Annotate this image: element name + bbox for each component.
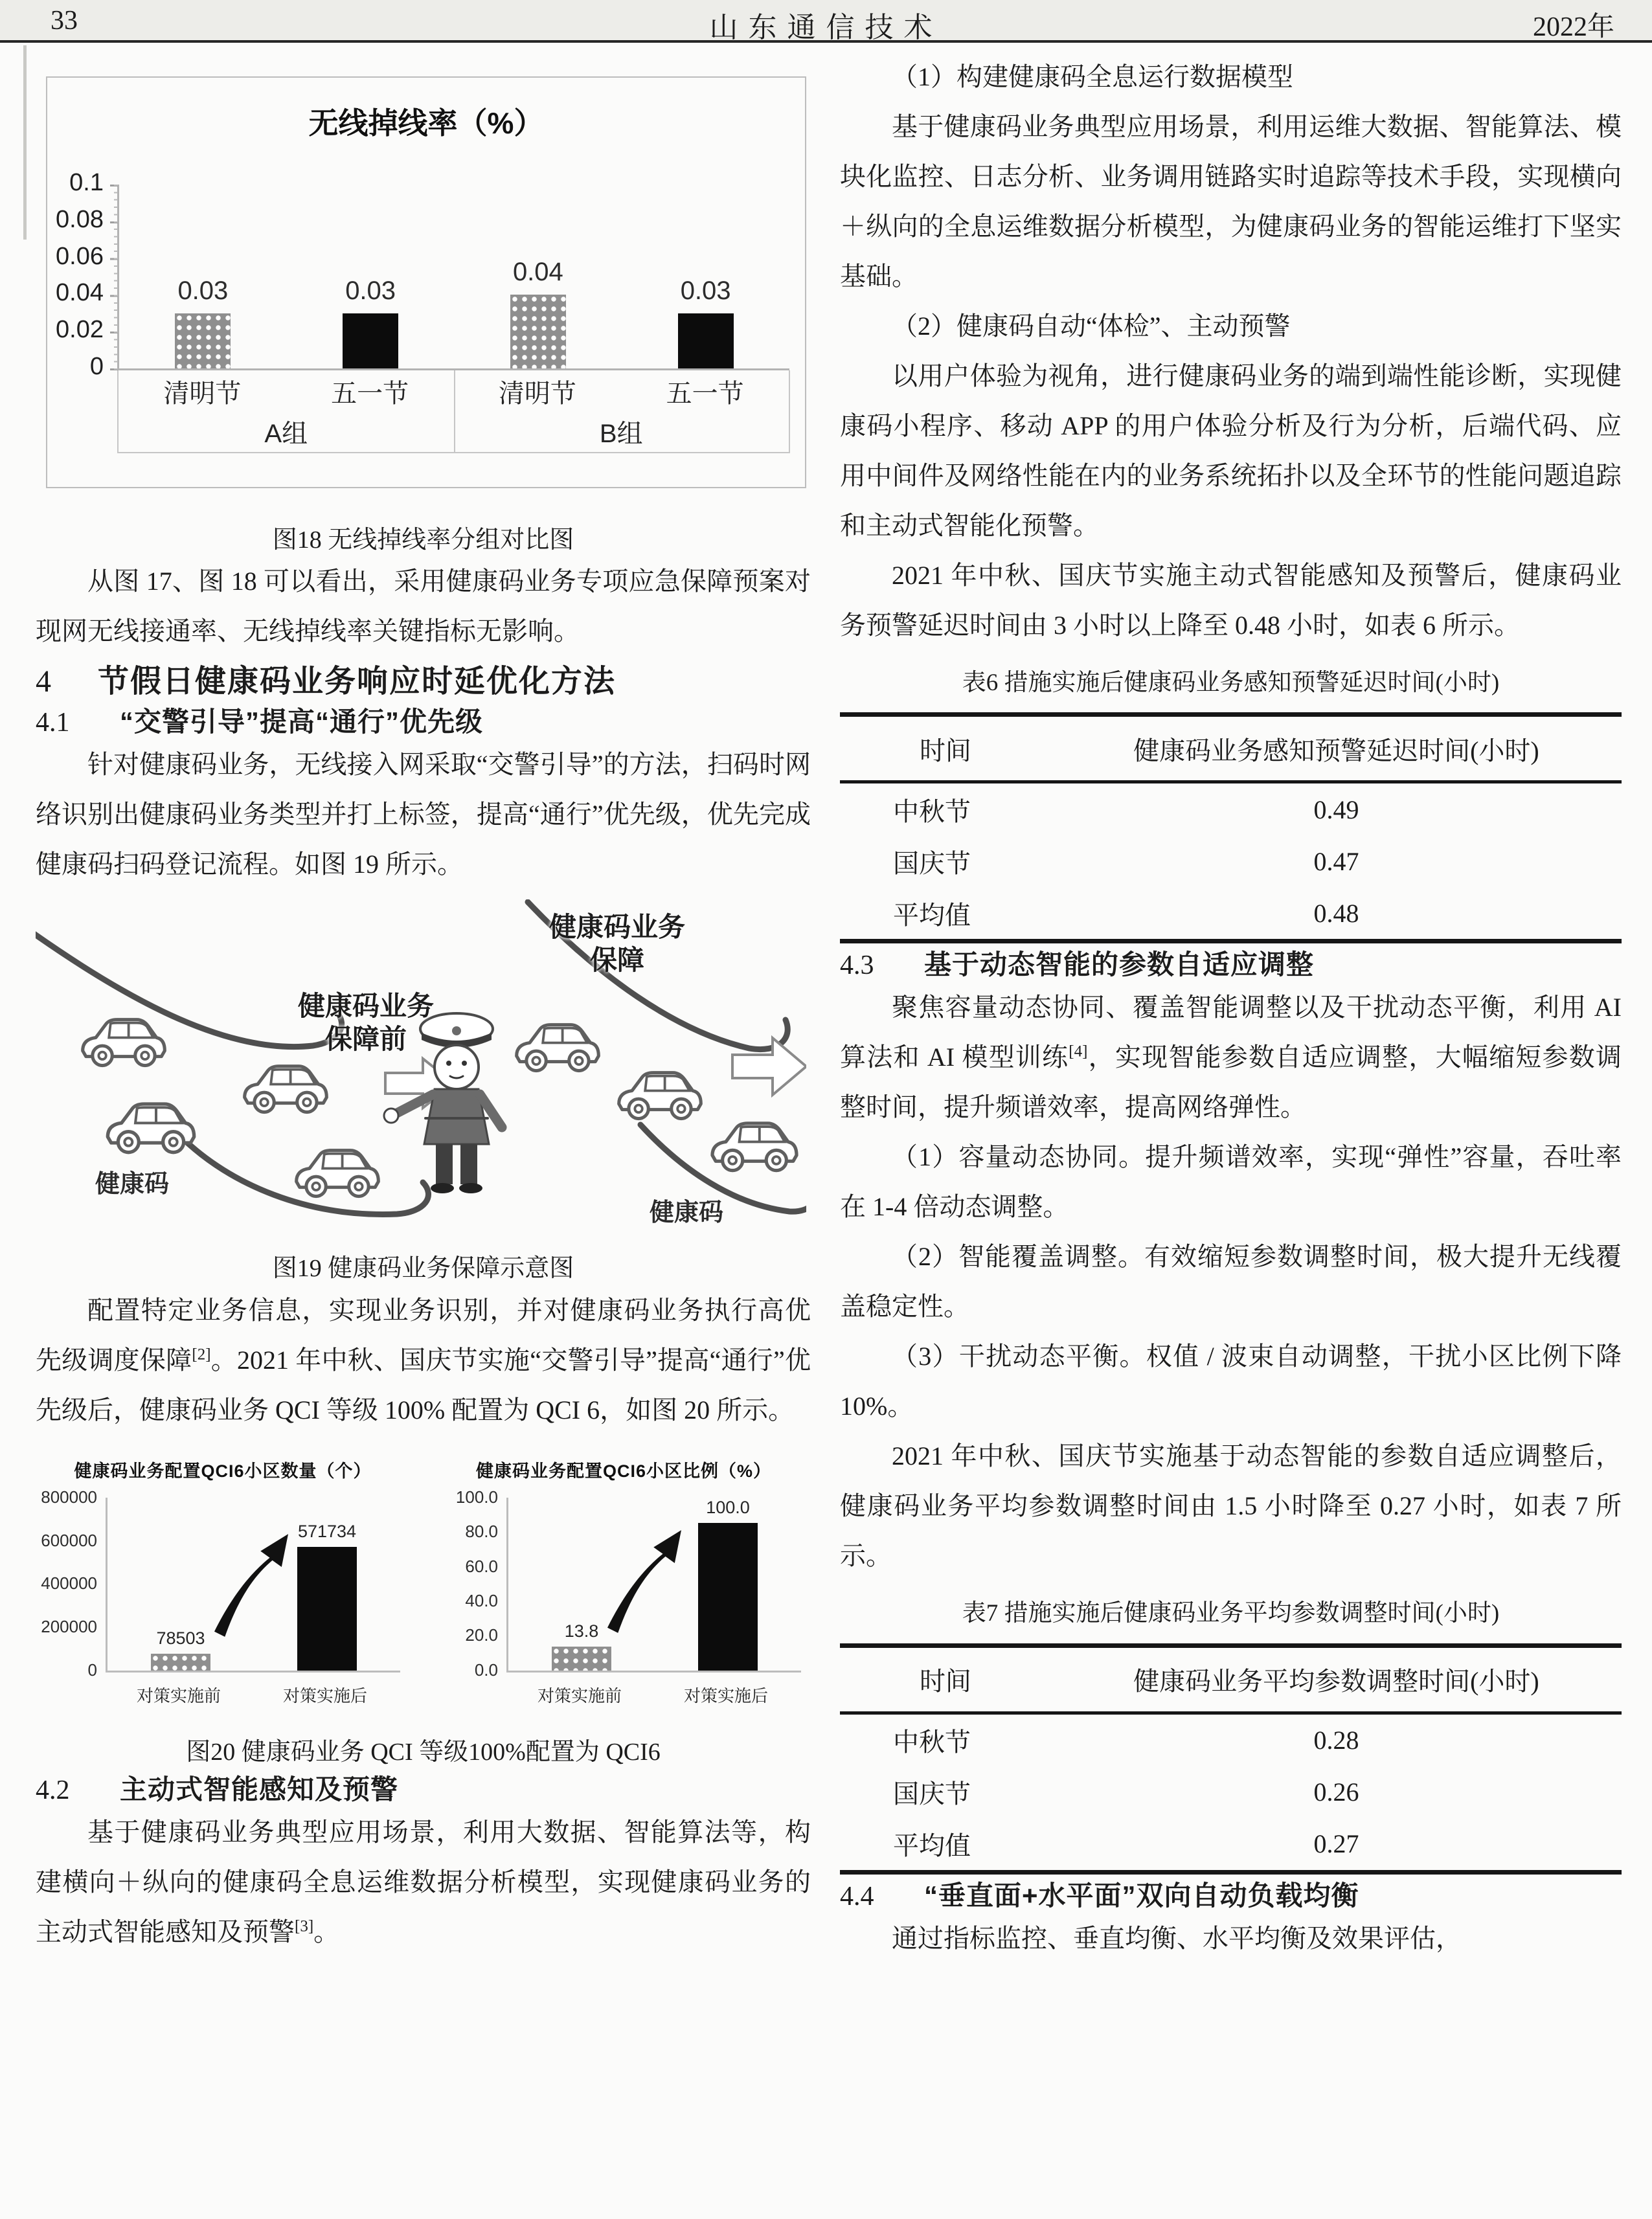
citation-ref: [3] (295, 1917, 314, 1935)
y-tick-label: 0 (89, 353, 104, 380)
y-tick-label: 0.0 (474, 1660, 498, 1680)
group-label: A组 (264, 419, 308, 448)
section-heading-4-1 (36, 701, 811, 739)
diagram-tag-healthcode-right: 健康码 (650, 1199, 724, 1227)
y-tick-label: 60.0 (465, 1556, 498, 1576)
x-category-label: 五一节 (666, 379, 744, 408)
section-title: “交警引导”提高“通行”优先级 (120, 706, 484, 738)
bar-slot (287, 185, 455, 368)
figure18-caption: 图18 无线掉线率分组对比图 (272, 526, 574, 554)
table-cell: 中秋节 (893, 796, 971, 826)
x-category-label: 对策实施前 (537, 1685, 622, 1706)
x-category-label: 清明节 (163, 379, 242, 408)
car-icon (107, 1104, 194, 1153)
car-icon (619, 1073, 701, 1119)
bar (510, 295, 566, 368)
section-title: 基于动态智能的参数自适应调整 (924, 949, 1315, 980)
figure20-left-chart (36, 1452, 410, 1724)
growth-arrow-icon (604, 1527, 685, 1636)
figure19-caption: 图19 健康码业务保障示意图 (272, 1255, 574, 1283)
paragraph (36, 1807, 811, 1957)
list-item: （3）干扰动态平衡。权值 / 波束自动调整，干扰小区比例下降 10%。 (840, 1342, 1622, 1421)
figure20-caption: 图20 健康码业务 QCI 等级100%配置为 QCI6 (186, 1738, 661, 1766)
chart-title: 无线掉线率（%） (308, 106, 544, 140)
citation-ref: [2] (192, 1346, 211, 1364)
table6 (840, 712, 1622, 943)
y-tick-label: 80.0 (465, 1522, 498, 1542)
growth-arrow-icon (211, 1531, 291, 1640)
y-tick-label: 40.0 (465, 1590, 498, 1610)
right-column (840, 52, 1622, 1963)
table7-caption: 表7 措施实施后健康码业务平均参数调整时间(小时) (962, 1600, 1500, 1627)
table6-caption: 表6 措施实施后健康码业务感知预警延迟时间(小时) (962, 670, 1500, 696)
y-tick-label: 800000 (41, 1487, 97, 1507)
x-category-label: 清明节 (498, 379, 576, 408)
paragraph: 以用户体验为视角，进行健康码业务的端到端性能诊断，实现健康码小程序、移动 APP 的用户体验分析及行为分析，后端代码、应用中间件及网络性能在内的业务系统拓扑以及全环节的性能问题追踪和主动式智能化预警。 (840, 361, 1622, 540)
car-icon (517, 1025, 599, 1071)
table-header-row (840, 715, 1622, 782)
bar-slot (297, 1498, 357, 1671)
y-tick-label: 0.08 (56, 205, 104, 233)
diagram-label-line: 健康码业务 (297, 991, 434, 1022)
journal-title: 山东通信技术 (709, 12, 943, 43)
y-tick-label: 200000 (41, 1617, 97, 1637)
chart-title: 健康码业务配置QCI6小区比例（%） (475, 1461, 772, 1481)
car-icon (83, 1020, 165, 1066)
bar (678, 313, 734, 368)
bar-slot (119, 185, 287, 368)
bar-value-label: 571734 (297, 1521, 357, 1541)
bar-value-label: 13.8 (564, 1621, 599, 1641)
paragraph: 2021 年中秋、国庆节实施主动式智能感知及预警后，健康码业务预警延迟时间由 3 小时以上降至 0.48 小时，如表 6 所示。 (840, 561, 1622, 640)
y-tick-label: 600000 (41, 1530, 97, 1550)
x-category-label: 对策实施前 (136, 1685, 221, 1706)
table-header-cell: 时间 (840, 715, 1051, 782)
table-cell: 平均值 (893, 900, 971, 930)
diagram-label-line: 保障前 (324, 1023, 407, 1054)
bar-value-label: 100.0 (706, 1497, 750, 1517)
group-label: B组 (599, 419, 643, 448)
table-cell: 0.49 (1313, 794, 1359, 824)
table-cell: 中秋节 (893, 1728, 971, 1757)
diagram-label-before (282, 990, 450, 1055)
group-divider-line (454, 370, 455, 452)
table-header-row (840, 1645, 1622, 1713)
list-item-title: （1）构建健康码全息运行数据模型 (892, 62, 1293, 91)
chart-plot-area (41, 1487, 400, 1680)
x-category-label: 对策实施后 (282, 1685, 367, 1706)
paragraph: 从图 17、图 18 可以看出，采用健康码业务专项应急保障预案对现网无线接通率、无线掉线率关键指标无影响。 (36, 567, 811, 646)
table7 (840, 1643, 1622, 1875)
x-axis-category-table (117, 370, 790, 453)
table-header-cell: 健康码业务感知预警延迟时间(小时) (1051, 715, 1622, 782)
x-category-label: 五一节 (331, 379, 409, 408)
bar-slot (698, 1498, 758, 1671)
citation-ref: [4] (1069, 1042, 1088, 1061)
bar-slot (552, 1498, 611, 1671)
paragraph: 针对健康码业务，无线接入网采取“交警引导”的方法，扫码时网络识别出健康码业务类型并打上标签，提高“通行”优先级，优先完成健康码扫码登记流程。如图 19 所示。 (36, 750, 811, 879)
paragraph-text: 聚焦容量动态协同、覆盖智能调整以及干扰动态平衡，利用 AI 算法和 AI 模型训练 (840, 993, 1622, 1072)
x-labels-row (506, 1683, 799, 1707)
table-cell: 0.28 (1313, 1726, 1359, 1755)
car-icon (712, 1123, 797, 1171)
bar (552, 1647, 611, 1671)
bar (151, 1654, 210, 1671)
chart-plot-area (56, 169, 789, 380)
table-cell: 0.48 (1313, 898, 1359, 928)
table-header-cell: 时间 (840, 1645, 1051, 1713)
table-cell: 0.26 (1313, 1777, 1359, 1807)
diagram-label-line: 保障 (589, 944, 644, 975)
bar-value-label: 78503 (156, 1628, 205, 1648)
table-row (840, 1818, 1622, 1873)
y-tick-label: 0.04 (56, 279, 104, 307)
table-row (840, 1713, 1622, 1766)
bar (297, 1547, 357, 1671)
bar-value-label: 0.03 (680, 276, 731, 305)
publication-year: 2022年 (1532, 12, 1614, 42)
y-tick-label: 0.02 (56, 316, 104, 344)
section-number: 4.1 (36, 708, 70, 738)
section-title: 节假日健康码业务响应时延优化方法 (98, 664, 617, 699)
section-number: 4 (36, 664, 51, 699)
table-cell: 国庆节 (893, 848, 971, 878)
list-item-title: （2）健康码自动“体检”、主动预警 (892, 311, 1291, 341)
x-category-label: 对策实施后 (683, 1685, 768, 1706)
paragraph: 2021 年中秋、国庆节实施基于动态智能的参数自适应调整后，健康码业务平均参数调整时间由 1.5 小时降至 0.27 小时，如表 7 所示。 (840, 1441, 1622, 1571)
diagram-tag-healthcode-left: 健康码 (95, 1171, 170, 1199)
y-axis-minor-ticks (114, 185, 118, 370)
car-icon (297, 1151, 379, 1197)
figure20-right-chart (436, 1452, 811, 1724)
y-tick-label: 0.06 (56, 242, 104, 270)
paragraph-text: 。2021 年中秋、国庆节实施“交警引导”提高“通行”优先级后，健康码业务 QCI 等级 100% 配置为 QCI 6，如图 20 所示。 (36, 1345, 811, 1425)
section-heading-4-2 (36, 1768, 811, 1807)
car-icon (245, 1066, 327, 1112)
section-number: 4.4 (840, 1881, 874, 1911)
bar-slot (455, 185, 622, 368)
section-title: “垂直面+水平面”双向自动负载均衡 (924, 1880, 1359, 1911)
scan-edge-artifact (23, 45, 27, 240)
list-item: （2）智能覆盖调整。有效缩短参数调整时间，极大提升无线覆盖稳定性。 (840, 1242, 1622, 1322)
left-column (36, 52, 811, 1957)
table-row (840, 887, 1622, 941)
y-tick-label: 0 (87, 1660, 97, 1680)
paragraph-text: 基于健康码业务典型应用场景，利用大数据、智能算法等，构建横向＋纵向的健康码全息运维数据分析模型，实现健康码业务的主动式智能感知及预警 (36, 1818, 811, 1947)
table-header-cell: 健康码业务平均参数调整时间(小时) (1051, 1645, 1622, 1713)
section-heading-4-4 (840, 1875, 1622, 1913)
table-cell: 0.27 (1313, 1829, 1359, 1858)
diagram-label-line: 健康码业务 (549, 912, 685, 943)
y-tick-label: 20.0 (465, 1625, 498, 1645)
y-tick-label: 100.0 (455, 1487, 498, 1507)
bar-slot (622, 185, 789, 368)
page-header (0, 0, 1652, 43)
paragraph-text: ，实现智能参数自适应调整，大幅缩短参数调整时间，提升频谱效率，提高网络弹性。 (840, 1042, 1622, 1122)
bar (698, 1523, 758, 1671)
table-row (840, 835, 1622, 887)
figure18-bar-chart (46, 76, 806, 488)
chart-title: 健康码业务配置QCI6小区数量（个） (74, 1461, 372, 1481)
paragraph (36, 1285, 811, 1435)
list-item: （1）容量动态协同。提升频谱效率，实现“弹性”容量，吞吐率在 1-4 倍动态调整。 (840, 1142, 1622, 1222)
paragraph: 基于健康码业务典型应用场景，利用运维大数据、智能算法、模块化监控、日志分析、业务调用链路实时追踪等技术手段，实现横向＋纵向的全息运维数据分析模型，为健康码业务的智能运维打下坚实基础。 (840, 112, 1622, 291)
y-tick-label: 400000 (41, 1573, 97, 1594)
paragraph: 通过指标监控、垂直均衡、水平均衡及效果评估， (892, 1923, 1462, 1953)
section-number: 4.3 (840, 951, 874, 981)
bar-value-label: 0.03 (177, 276, 229, 305)
table-cell: 0.47 (1313, 846, 1359, 876)
table-cell: 国庆节 (893, 1779, 971, 1808)
page-number: 33 (51, 6, 78, 36)
bar (343, 313, 398, 368)
bar-value-label: 0.03 (345, 276, 396, 305)
section-number: 4.2 (36, 1775, 70, 1806)
x-labels-row (106, 1683, 398, 1707)
table-row (840, 782, 1622, 836)
figure20-charts (36, 1452, 811, 1724)
chart-plot-area (455, 1487, 801, 1680)
section-heading-4 (36, 656, 811, 701)
paragraph (840, 982, 1622, 1132)
section-heading-4-3 (840, 943, 1622, 982)
bars-group (119, 185, 789, 368)
paragraph-text: 。 (313, 1917, 340, 1947)
section-title: 主动式智能感知及预警 (120, 1774, 399, 1805)
table-cell: 平均值 (893, 1831, 971, 1860)
y-tick-label: 0.1 (69, 169, 104, 196)
bar (175, 313, 231, 368)
bar-value-label: 0.04 (512, 258, 563, 287)
bar-slot (151, 1498, 210, 1671)
paragraph-text: 配置特定业务信息，实现业务识别，并对健康码业务执行高优先级调度保障 (36, 1295, 811, 1375)
diagram-label-after (533, 911, 701, 976)
figure19-diagram (36, 899, 806, 1243)
table-row (840, 1766, 1622, 1818)
